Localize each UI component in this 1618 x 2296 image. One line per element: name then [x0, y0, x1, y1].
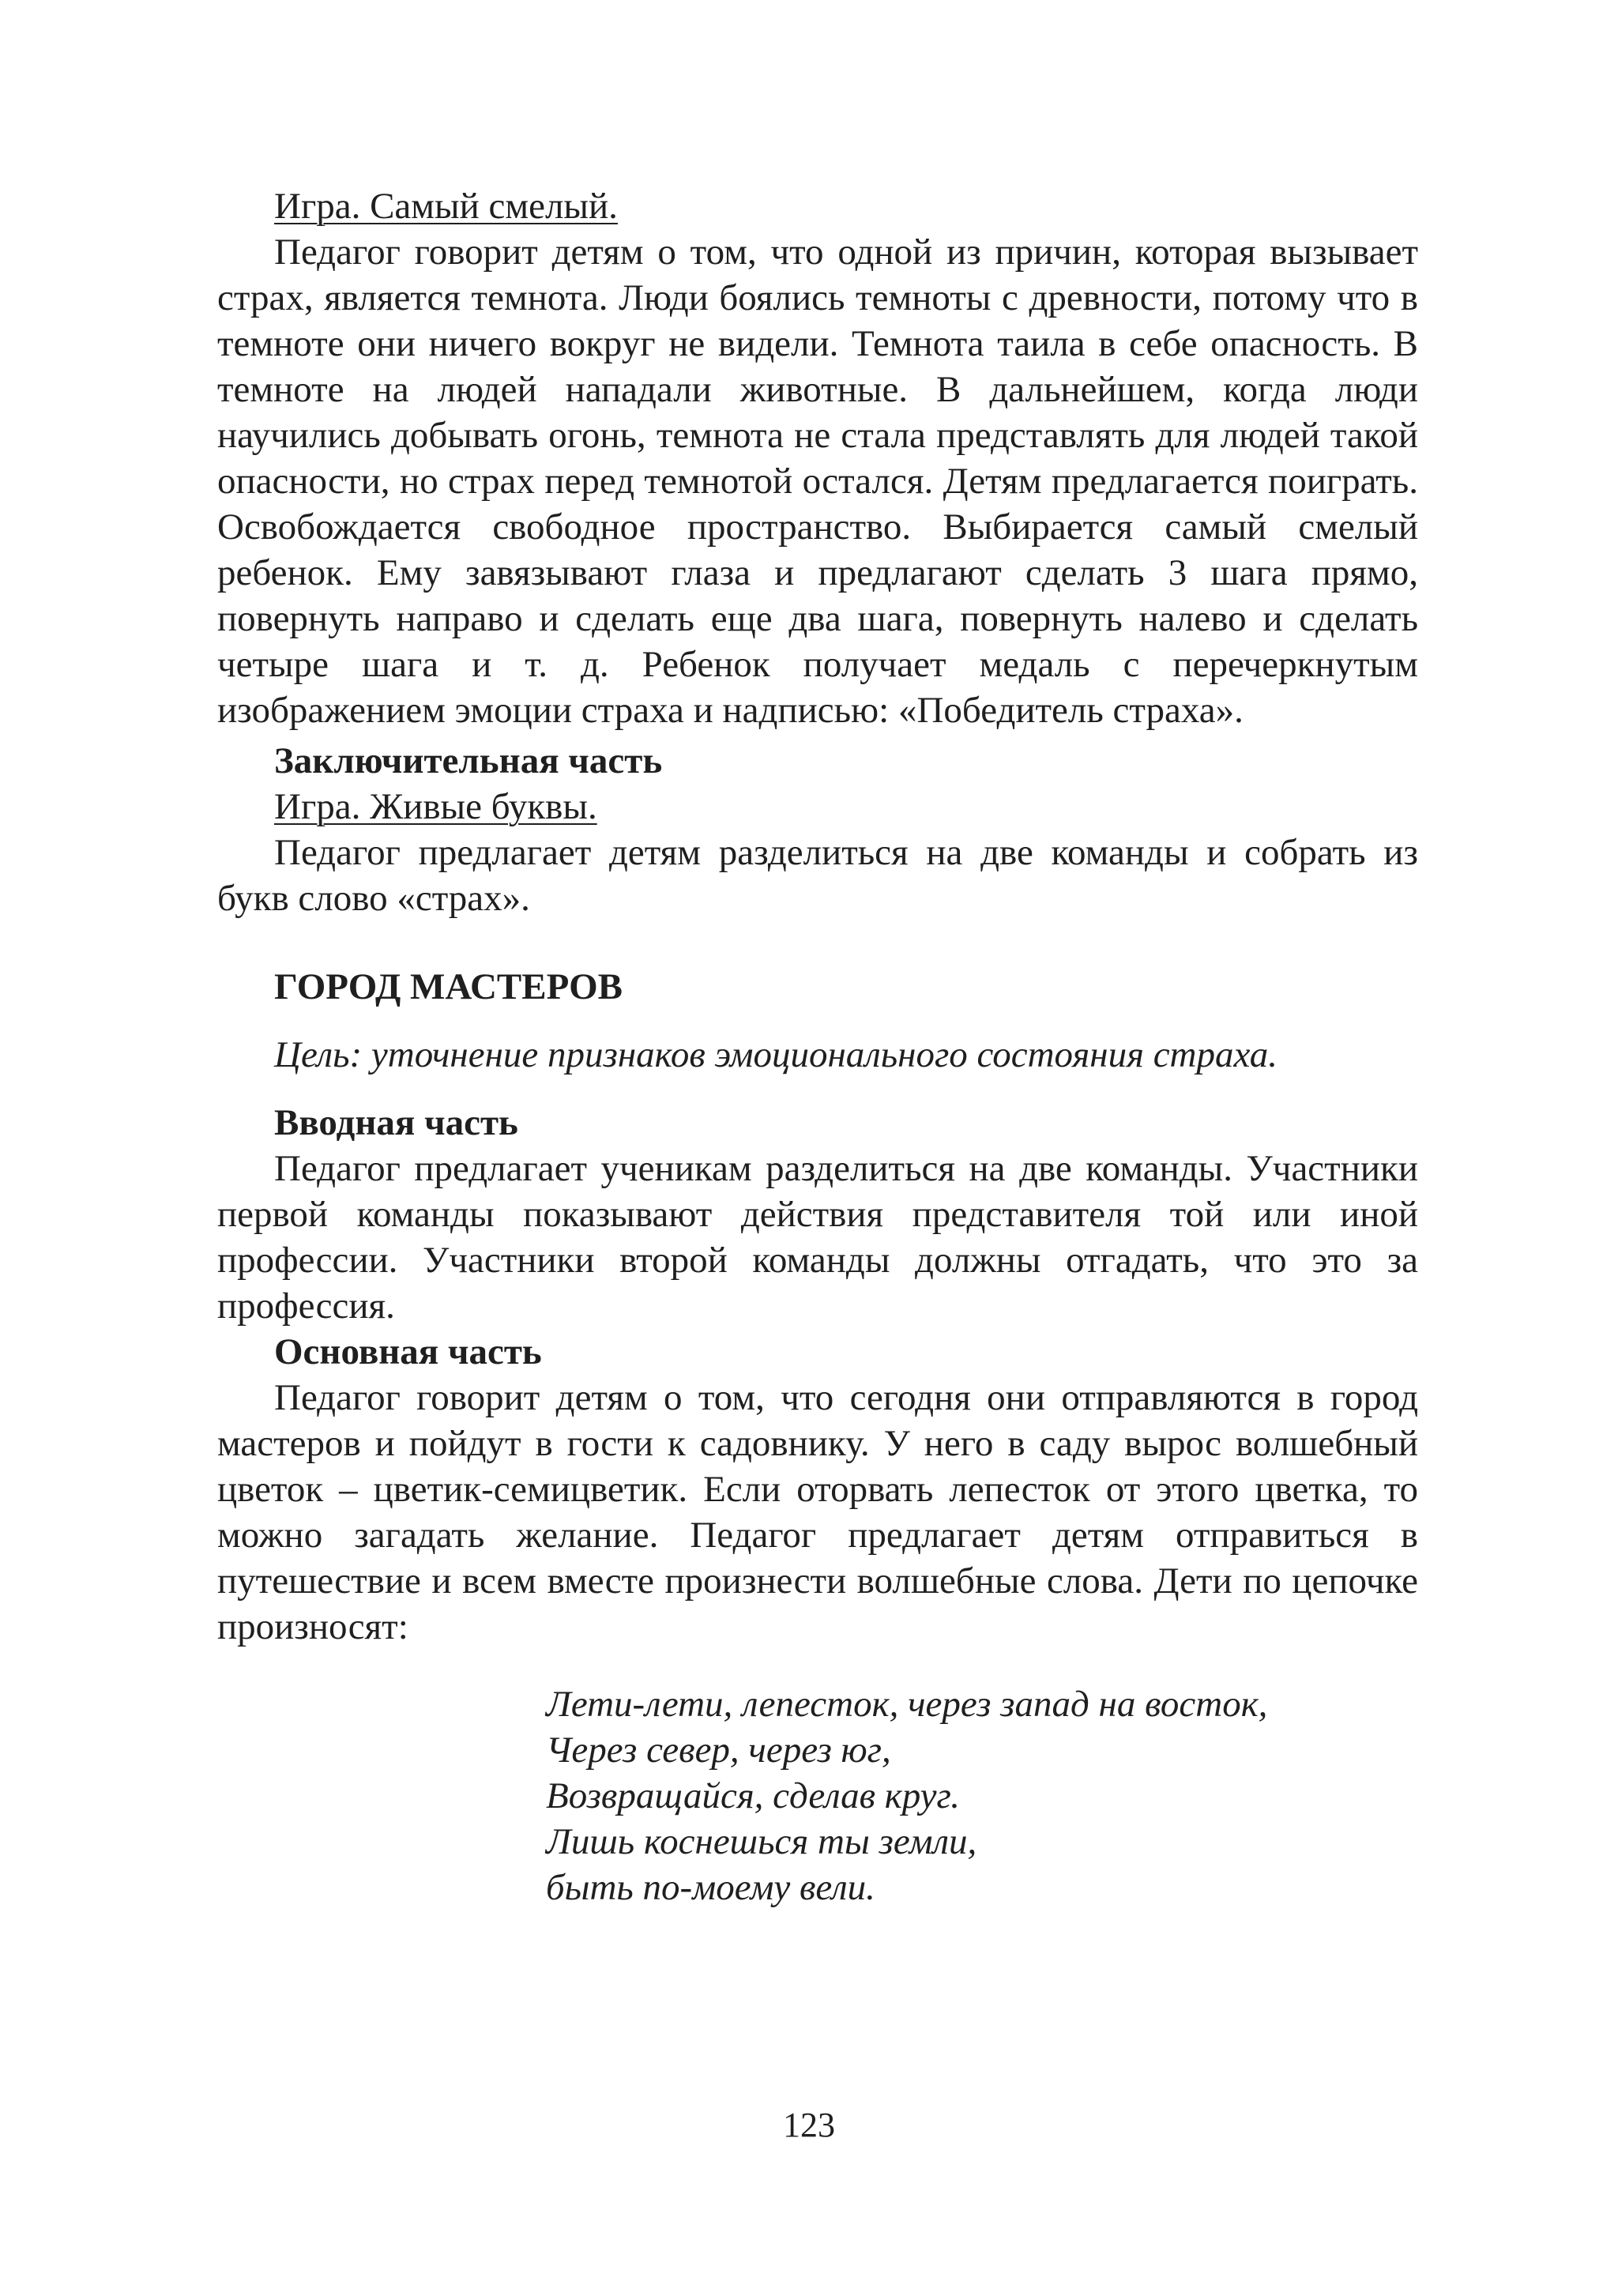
- poem-line: Через север, через юг,: [546, 1730, 891, 1771]
- section-title: ГОРОД МАСТЕРОВ: [274, 966, 623, 1007]
- game-title-brave: [217, 183, 1418, 229]
- final-part-heading: Заключительная часть: [274, 740, 663, 781]
- page-content: [217, 183, 1418, 1910]
- section-goal: Цель: уточнение признаков эмоционального состояния страха.: [274, 1034, 1277, 1075]
- intro-part-heading: Вводная часть: [274, 1102, 518, 1143]
- paragraph-darkness: Педагог говорит детям о том, что одной из причин, которая вызывает страх, является темнота. Люди боялись темноты с древности, потому что в темноте они ничего вокруг не видели. Темнота таила в себе опасность. В темноте на людей нападали животные. В дальнейшем, когда люди научились добывать огонь, темнота не стала представлять для людей такой опасности, но страх перед темнотой остался. Детям предлагается поиграть. Освобождается свободное пространство. Выбирается самый смелый ребенок. Ему завязывают глаза и предлагают сделать 3 шага прямо, повернуть направо и сделать еще два шага, повернуть налево и сделать четыре шага и т. д. Ребенок получает медаль с перечеркнутым изображением эмоции страха и надписью: «Победитель страха».: [217, 231, 1418, 731]
- poem-line: Лишь коснешься ты земли,: [546, 1821, 977, 1862]
- paragraph-letters: Педагог предлагает детям разделиться на две команды и собрать из букв слово «страх».: [217, 832, 1418, 919]
- paragraph-main: Педагог говорит детям о том, что сегодня они отправляются в город мастеров и пойдут в гости к садовнику. У него в саду вырос волшебный цветок – цветик-семицветик. Если оторвать лепесток от этого цветка, то можно загадать желание. Педагог предлагает детям отправиться в путешествие и всем вместе произнести волшебные слова. Дети по цепочке произносят:: [217, 1377, 1418, 1647]
- game-title-brave-text: Игра. Самый смелый.: [274, 186, 618, 227]
- paragraph-intro: Педагог предлагает ученикам разделиться на две команды. Участники первой команды показывают действия представителя той или иной профессии. Участники второй команды должны отгадать, что это за профессия.: [217, 1148, 1418, 1327]
- poem-line: Возвращайся, сделав круг.: [546, 1775, 960, 1816]
- game-title-letters: [217, 784, 1418, 830]
- poem: [546, 1681, 1418, 1910]
- poem-line: быть по-моему вели.: [546, 1867, 875, 1908]
- page-number: 123: [783, 2106, 835, 2144]
- poem-line: Лети-лети, лепесток, через запад на восток,: [546, 1684, 1268, 1725]
- main-part-heading: Основная часть: [274, 1331, 542, 1372]
- game-title-letters-text: Игра. Живые буквы.: [274, 786, 597, 827]
